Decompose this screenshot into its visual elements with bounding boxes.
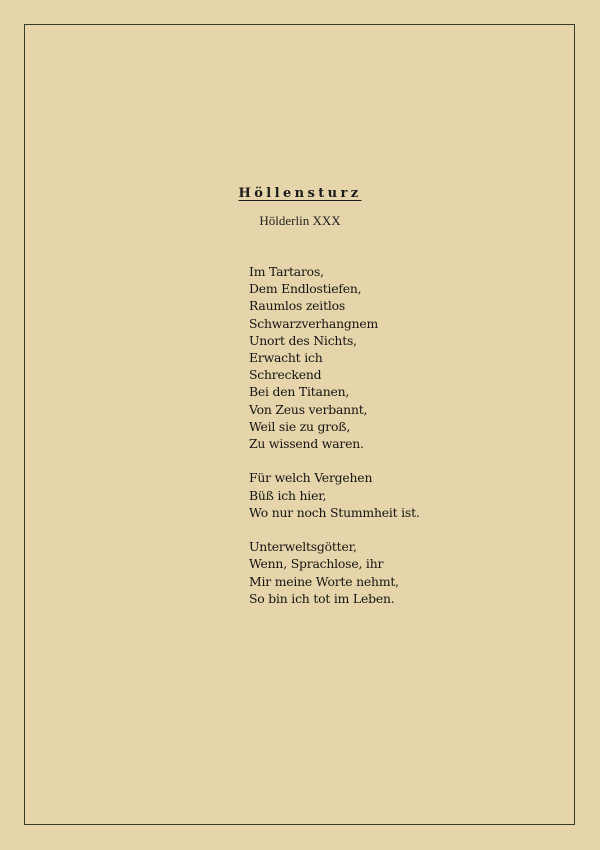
stanza-3: [249, 538, 420, 607]
poem-line: Wo nur noch Stummheit ist.: [249, 504, 420, 520]
poem-line: Schreckend: [249, 367, 322, 383]
poem-title: [0, 186, 600, 201]
poem-line: Für welch Vergehen: [249, 470, 373, 486]
poem-line: Büß ich hier,: [249, 487, 327, 503]
poem-line: Bei den Titanen,: [249, 384, 350, 400]
poem-title-text: Höllensturz: [238, 186, 362, 201]
poem-line: Wenn, Sprachlose, ihr: [249, 556, 384, 572]
poem-line: Schwarzverhangnem: [249, 315, 379, 331]
poem-subtitle: Hölderlin XXX: [259, 213, 341, 228]
poem-line: Unort des Nichts,: [249, 332, 357, 348]
poem-body: [249, 263, 420, 624]
poem-line: Zu wissend waren.: [249, 436, 364, 452]
stanza-2: [249, 469, 420, 521]
poem-line: Im Tartaros,: [249, 264, 324, 279]
poem-line: Unterweltsgötter,: [249, 539, 357, 555]
poem-line: Raumlos zeitlos: [249, 298, 346, 314]
poem-line: Von Zeus verbannt,: [249, 401, 368, 417]
poem-line: Erwacht ich: [249, 350, 323, 366]
stanza-1: [249, 263, 420, 452]
poem-line: Weil sie zu groß,: [249, 418, 351, 434]
poem-line: So bin ich tot im Leben.: [249, 590, 395, 606]
poem-line: Mir meine Worte nehmt,: [249, 573, 399, 589]
poem-line: Dem Endlostiefen,: [249, 281, 362, 297]
